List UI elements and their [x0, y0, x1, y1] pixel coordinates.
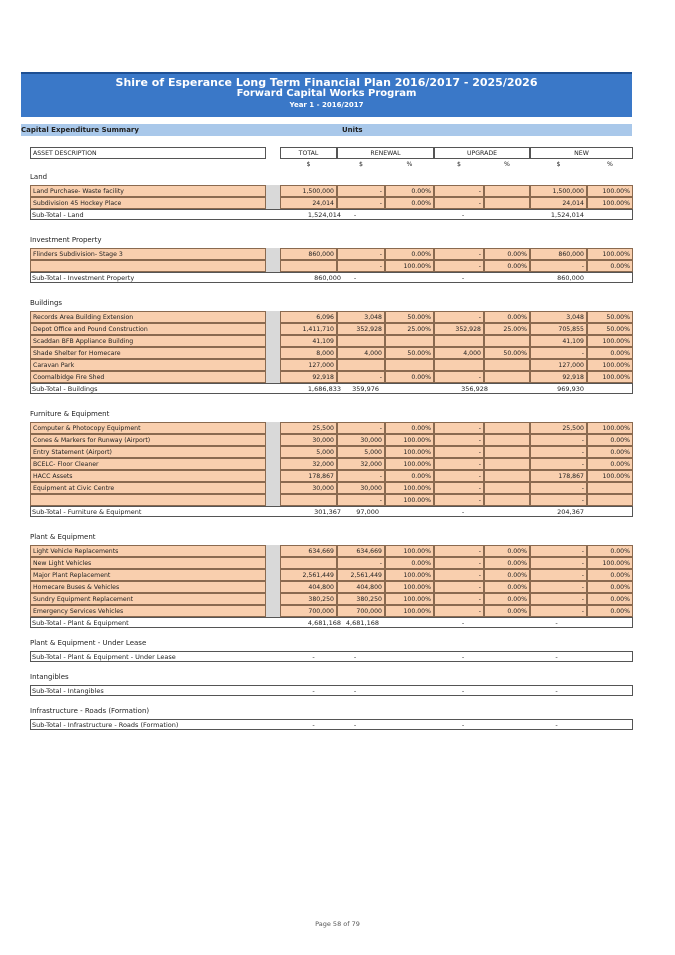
- subtotal-value: 969,930: [557, 385, 584, 393]
- value-cell: 380,250: [280, 593, 337, 605]
- section-title: Land: [30, 173, 48, 181]
- subtotal-value: -: [353, 721, 357, 729]
- empty-cell: [484, 185, 530, 197]
- empty-cell: [385, 335, 434, 347]
- value-cell: -: [434, 605, 484, 617]
- value-cell: 0.00%: [484, 605, 530, 617]
- value-cell: 0.00%: [484, 248, 530, 260]
- value-cell: 100.00%: [385, 482, 434, 494]
- row-spacer: [266, 422, 280, 434]
- header-unit: %: [607, 161, 613, 168]
- subtotal-row: [30, 383, 633, 394]
- empty-cell: [385, 359, 434, 371]
- value-cell: 25.00%: [385, 323, 434, 335]
- summary-label: Capital Expenditure Summary: [21, 126, 139, 134]
- header-upgrade: UPGRADE: [434, 147, 530, 159]
- value-cell: -: [434, 458, 484, 470]
- value-cell: 1,500,000: [280, 185, 337, 197]
- value-cell: 404,800: [337, 581, 385, 593]
- value-cell: -: [434, 422, 484, 434]
- subtotal-row: [30, 209, 633, 220]
- value-cell: 100.00%: [587, 197, 633, 209]
- value-cell: -: [434, 569, 484, 581]
- subtotal-label: Sub-Total - Infrastructure - Roads (Formation): [32, 721, 179, 729]
- subtotal-value: 860,000: [314, 274, 341, 282]
- report-year: Year 1 - 2016/2017: [289, 101, 364, 109]
- row-description: Entry Statement (Airport): [30, 446, 266, 458]
- report-title: Shire of Esperance Long Term Financial Plan 2016/2017 - 2025/2026: [115, 76, 538, 89]
- value-cell: -: [434, 545, 484, 557]
- value-cell: 50.00%: [385, 311, 434, 323]
- subtotal-row: [30, 272, 633, 283]
- row-description: Land Purchase- Waste facility: [30, 185, 266, 197]
- value-cell: 0.00%: [587, 605, 633, 617]
- value-cell: 32,000: [280, 458, 337, 470]
- value-cell: 0.00%: [385, 197, 434, 209]
- empty-cell: [484, 359, 530, 371]
- report-subtitle: Forward Capital Works Program: [236, 88, 417, 99]
- value-cell: 100.00%: [587, 422, 633, 434]
- row-spacer: [266, 347, 280, 359]
- value-cell: 0.00%: [385, 248, 434, 260]
- value-cell: -: [530, 605, 587, 617]
- header-renewal: RENEWAL: [337, 147, 434, 159]
- header-unit: $: [306, 161, 311, 168]
- value-cell: 0.00%: [587, 458, 633, 470]
- subtotal-value: -: [461, 653, 465, 661]
- value-cell: 50.00%: [587, 311, 633, 323]
- empty-cell: [484, 371, 530, 383]
- value-cell: 100.00%: [385, 446, 434, 458]
- row-description: Computer & Photocopy Equipment: [30, 422, 266, 434]
- value-cell: -: [530, 593, 587, 605]
- value-cell: -: [337, 260, 385, 272]
- value-cell: 6,096: [280, 311, 337, 323]
- row-spacer: [266, 260, 280, 272]
- section-title: Furniture & Equipment: [30, 410, 110, 418]
- value-cell: 100.00%: [587, 359, 633, 371]
- value-cell: -: [530, 347, 587, 359]
- value-cell: 860,000: [280, 248, 337, 260]
- subtotal-value: 356,928: [461, 385, 488, 393]
- value-cell: 860,000: [530, 248, 587, 260]
- subtotal-value: -: [312, 721, 315, 729]
- value-cell: 0.00%: [587, 545, 633, 557]
- subtotal-value: 97,000: [356, 508, 379, 516]
- value-cell: 0.00%: [484, 311, 530, 323]
- row-spacer: [266, 482, 280, 494]
- value-cell: 4,000: [337, 347, 385, 359]
- subtotal-value: -: [461, 721, 465, 729]
- row-spacer: [266, 248, 280, 260]
- value-cell: 0.00%: [385, 371, 434, 383]
- value-cell: 0.00%: [587, 260, 633, 272]
- value-cell: 2,561,449: [280, 569, 337, 581]
- row-spacer: [266, 569, 280, 581]
- row-spacer: [266, 494, 280, 506]
- value-cell: -: [530, 581, 587, 593]
- empty-cell: [337, 335, 385, 347]
- value-cell: 178,867: [280, 470, 337, 482]
- header-unit: %: [406, 161, 413, 168]
- subtotal-label: Sub-Total - Plant & Equipment: [32, 619, 129, 627]
- value-cell: 3,048: [337, 311, 385, 323]
- subtotal-value: -: [461, 211, 465, 219]
- row-spacer: [266, 470, 280, 482]
- value-cell: 25,500: [280, 422, 337, 434]
- row-spacer: [266, 311, 280, 323]
- summary-units: Units: [342, 126, 363, 134]
- empty-cell: [337, 359, 385, 371]
- value-cell: 127,000: [530, 359, 587, 371]
- row-spacer: [266, 593, 280, 605]
- row-spacer: [266, 557, 280, 569]
- value-cell: 50.00%: [385, 347, 434, 359]
- subtotal-row: [30, 685, 633, 696]
- subtotal-value: 359,976: [352, 385, 379, 393]
- row-description: [30, 260, 266, 272]
- row-description: Coomalbidge Fire Shed: [30, 371, 266, 383]
- subtotal-value: -: [353, 653, 357, 661]
- row-spacer: [266, 359, 280, 371]
- value-cell: -: [434, 248, 484, 260]
- value-cell: 0.00%: [587, 446, 633, 458]
- value-cell: 380,250: [337, 593, 385, 605]
- value-cell: 1,500,000: [530, 185, 587, 197]
- subtotal-value: -: [461, 687, 465, 695]
- empty-cell: [280, 260, 337, 272]
- row-description: [30, 494, 266, 506]
- value-cell: 24,014: [280, 197, 337, 209]
- subtotal-value: -: [353, 211, 357, 219]
- value-cell: 0.00%: [484, 260, 530, 272]
- row-description: Shade Shelter for Homecare: [30, 347, 266, 359]
- empty-cell: [280, 494, 337, 506]
- value-cell: 100.00%: [385, 593, 434, 605]
- row-description: Scaddan BFB Appliance Building: [30, 335, 266, 347]
- row-spacer: [266, 458, 280, 470]
- value-cell: 0.00%: [587, 593, 633, 605]
- empty-cell: [484, 422, 530, 434]
- value-cell: -: [434, 494, 484, 506]
- value-cell: -: [530, 434, 587, 446]
- value-cell: 100.00%: [385, 260, 434, 272]
- value-cell: 30,000: [337, 482, 385, 494]
- value-cell: -: [434, 260, 484, 272]
- value-cell: 178,867: [530, 470, 587, 482]
- value-cell: 41,109: [530, 335, 587, 347]
- value-cell: 3,048: [530, 311, 587, 323]
- header-unit: %: [504, 161, 510, 168]
- value-cell: -: [337, 197, 385, 209]
- row-description: Equipment at Civic Centre: [30, 482, 266, 494]
- subtotal-label: Sub-Total - Investment Property: [32, 274, 135, 282]
- value-cell: 100.00%: [385, 434, 434, 446]
- value-cell: 41,109: [280, 335, 337, 347]
- value-cell: -: [530, 260, 587, 272]
- empty-cell: [484, 482, 530, 494]
- header-unit: $: [457, 161, 461, 168]
- empty-cell: [484, 434, 530, 446]
- subtotal-value: 1,524,014: [307, 211, 341, 219]
- value-cell: 700,000: [337, 605, 385, 617]
- value-cell: 4,000: [434, 347, 484, 359]
- empty-cell: [484, 446, 530, 458]
- value-cell: -: [530, 569, 587, 581]
- value-cell: -: [337, 248, 385, 260]
- row-spacer: [266, 545, 280, 557]
- subtotal-value: -: [461, 619, 465, 627]
- value-cell: -: [530, 545, 587, 557]
- subtotal-value: 204,367: [557, 508, 584, 516]
- subtotal-value: 301,367: [314, 508, 341, 516]
- value-cell: 100.00%: [587, 371, 633, 383]
- value-cell: 100.00%: [587, 470, 633, 482]
- value-cell: -: [434, 482, 484, 494]
- value-cell: 30,000: [280, 482, 337, 494]
- value-cell: 352,928: [434, 323, 484, 335]
- empty-cell: [434, 335, 484, 347]
- value-cell: -: [434, 197, 484, 209]
- value-cell: 30,000: [337, 434, 385, 446]
- summary-bar: [21, 124, 632, 136]
- value-cell: -: [434, 185, 484, 197]
- value-cell: -: [434, 434, 484, 446]
- value-cell: -: [530, 557, 587, 569]
- value-cell: 127,000: [280, 359, 337, 371]
- value-cell: 100.00%: [587, 185, 633, 197]
- report-banner: [21, 72, 632, 117]
- section-title: Infrastructure - Roads (Formation): [30, 707, 150, 715]
- row-spacer: [266, 434, 280, 446]
- row-spacer: [266, 335, 280, 347]
- row-spacer: [266, 323, 280, 335]
- value-cell: -: [337, 470, 385, 482]
- value-cell: 100.00%: [385, 494, 434, 506]
- value-cell: 700,000: [280, 605, 337, 617]
- value-cell: 100.00%: [385, 458, 434, 470]
- value-cell: -: [530, 458, 587, 470]
- row-description: Major Plant Replacement: [30, 569, 266, 581]
- row-description: Light Vehicle Replacements: [30, 545, 266, 557]
- value-cell: 0.00%: [587, 434, 633, 446]
- section-title: Investment Property: [30, 236, 102, 244]
- value-cell: 100.00%: [385, 605, 434, 617]
- subtotal-value: -: [555, 653, 558, 661]
- section-title: Buildings: [30, 299, 63, 307]
- value-cell: 0.00%: [484, 593, 530, 605]
- value-cell: -: [434, 581, 484, 593]
- value-cell: 92,918: [280, 371, 337, 383]
- empty-cell: [587, 494, 633, 506]
- value-cell: 25.00%: [484, 323, 530, 335]
- value-cell: -: [434, 593, 484, 605]
- header-unit: $: [359, 161, 363, 168]
- row-description: Sundry Equipment Replacement: [30, 593, 266, 605]
- value-cell: 100.00%: [587, 335, 633, 347]
- value-cell: -: [434, 311, 484, 323]
- value-cell: 2,561,449: [337, 569, 385, 581]
- row-description: New Light Vehicles: [30, 557, 266, 569]
- subtotal-value: -: [555, 619, 558, 627]
- empty-cell: [484, 470, 530, 482]
- value-cell: 100.00%: [385, 581, 434, 593]
- empty-cell: [280, 557, 337, 569]
- empty-cell: [587, 482, 633, 494]
- empty-cell: [484, 335, 530, 347]
- empty-cell: [434, 359, 484, 371]
- subtotal-value: -: [555, 687, 558, 695]
- row-description: Subdivision 45 Hockey Place: [30, 197, 266, 209]
- value-cell: -: [434, 446, 484, 458]
- row-spacer: [266, 185, 280, 197]
- value-cell: 0.00%: [484, 581, 530, 593]
- row-spacer: [266, 581, 280, 593]
- subtotal-label: Sub-Total - Furniture & Equipment: [32, 508, 142, 516]
- value-cell: 100.00%: [385, 569, 434, 581]
- value-cell: 0.00%: [484, 569, 530, 581]
- value-cell: 0.00%: [385, 470, 434, 482]
- row-description: Caravan Park: [30, 359, 266, 371]
- value-cell: -: [530, 446, 587, 458]
- subtotal-value: 860,000: [557, 274, 584, 282]
- value-cell: -: [337, 494, 385, 506]
- subtotal-row: [30, 617, 633, 628]
- subtotal-value: -: [312, 687, 315, 695]
- value-cell: 634,669: [337, 545, 385, 557]
- row-spacer: [266, 197, 280, 209]
- section-title: Plant & Equipment - Under Lease: [30, 639, 147, 647]
- page-footer: Page 58 of 79: [315, 920, 360, 928]
- row-description: HACC Assets: [30, 470, 266, 482]
- value-cell: 634,669: [280, 545, 337, 557]
- value-cell: 5,000: [280, 446, 337, 458]
- value-cell: 404,800: [280, 581, 337, 593]
- subtotal-row: [30, 506, 633, 517]
- header-total: TOTAL: [280, 147, 337, 159]
- value-cell: 705,855: [530, 323, 587, 335]
- value-cell: 32,000: [337, 458, 385, 470]
- value-cell: 0.00%: [587, 569, 633, 581]
- row-description: Emergency Services Vehicles: [30, 605, 266, 617]
- row-spacer: [266, 446, 280, 458]
- value-cell: 100.00%: [385, 545, 434, 557]
- header-unit: $: [556, 161, 561, 168]
- subtotal-label: Sub-Total - Plant & Equipment - Under Lease: [32, 653, 176, 661]
- section-title: Plant & Equipment: [30, 533, 96, 541]
- value-cell: 0.00%: [484, 557, 530, 569]
- subtotal-value: -: [353, 687, 357, 695]
- value-cell: 50.00%: [587, 323, 633, 335]
- subtotal-value: -: [312, 653, 315, 661]
- subtotal-value: 4,681,168: [345, 619, 379, 627]
- header-new: NEW: [530, 147, 633, 159]
- value-cell: 100.00%: [587, 557, 633, 569]
- subtotal-value: 1,686,833: [307, 385, 341, 393]
- row-description: Cones & Markers for Runway (Airport): [30, 434, 266, 446]
- subtotal-label: Sub-Total - Buildings: [32, 385, 98, 393]
- row-spacer: [266, 371, 280, 383]
- value-cell: 24,014: [530, 197, 587, 209]
- value-cell: -: [337, 185, 385, 197]
- value-cell: 25,500: [530, 422, 587, 434]
- value-cell: 8,000: [280, 347, 337, 359]
- section-title: Intangibles: [30, 673, 69, 681]
- value-cell: 50.00%: [484, 347, 530, 359]
- empty-cell: [484, 197, 530, 209]
- row-description: Flinders Subdivision- Stage 3: [30, 248, 266, 260]
- value-cell: 0.00%: [385, 422, 434, 434]
- value-cell: 100.00%: [587, 248, 633, 260]
- header-asset-description: ASSET DESCRIPTION: [30, 147, 266, 159]
- subtotal-row: [30, 651, 633, 662]
- row-description: Depot Office and Pound Construction: [30, 323, 266, 335]
- value-cell: 0.00%: [385, 185, 434, 197]
- value-cell: -: [337, 371, 385, 383]
- value-cell: -: [337, 422, 385, 434]
- row-description: Records Area Building Extension: [30, 311, 266, 323]
- subtotal-row: [30, 719, 633, 730]
- subtotal-value: 4,681,168: [307, 619, 341, 627]
- value-cell: 0.00%: [385, 557, 434, 569]
- value-cell: 92,918: [530, 371, 587, 383]
- value-cell: -: [530, 482, 587, 494]
- subtotal-label: Sub-Total - Land: [32, 211, 84, 219]
- subtotal-value: -: [353, 274, 357, 282]
- value-cell: -: [434, 470, 484, 482]
- row-description: BCELC- Floor Cleaner: [30, 458, 266, 470]
- value-cell: 5,000: [337, 446, 385, 458]
- value-cell: 1,411,710: [280, 323, 337, 335]
- value-cell: 0.00%: [587, 347, 633, 359]
- value-cell: 30,000: [280, 434, 337, 446]
- subtotal-value: -: [461, 274, 465, 282]
- value-cell: -: [530, 494, 587, 506]
- empty-cell: [484, 458, 530, 470]
- subtotal-value: -: [461, 508, 465, 516]
- row-description: Homecare Buses & Vehicles: [30, 581, 266, 593]
- subtotal-value: -: [555, 721, 558, 729]
- row-spacer: [266, 605, 280, 617]
- value-cell: -: [337, 557, 385, 569]
- subtotal-value: 1,524,014: [550, 211, 584, 219]
- value-cell: 0.00%: [484, 545, 530, 557]
- value-cell: -: [434, 557, 484, 569]
- value-cell: 352,928: [337, 323, 385, 335]
- value-cell: 0.00%: [587, 581, 633, 593]
- subtotal-label: Sub-Total - Intangibles: [32, 687, 104, 695]
- value-cell: -: [434, 371, 484, 383]
- empty-cell: [484, 494, 530, 506]
